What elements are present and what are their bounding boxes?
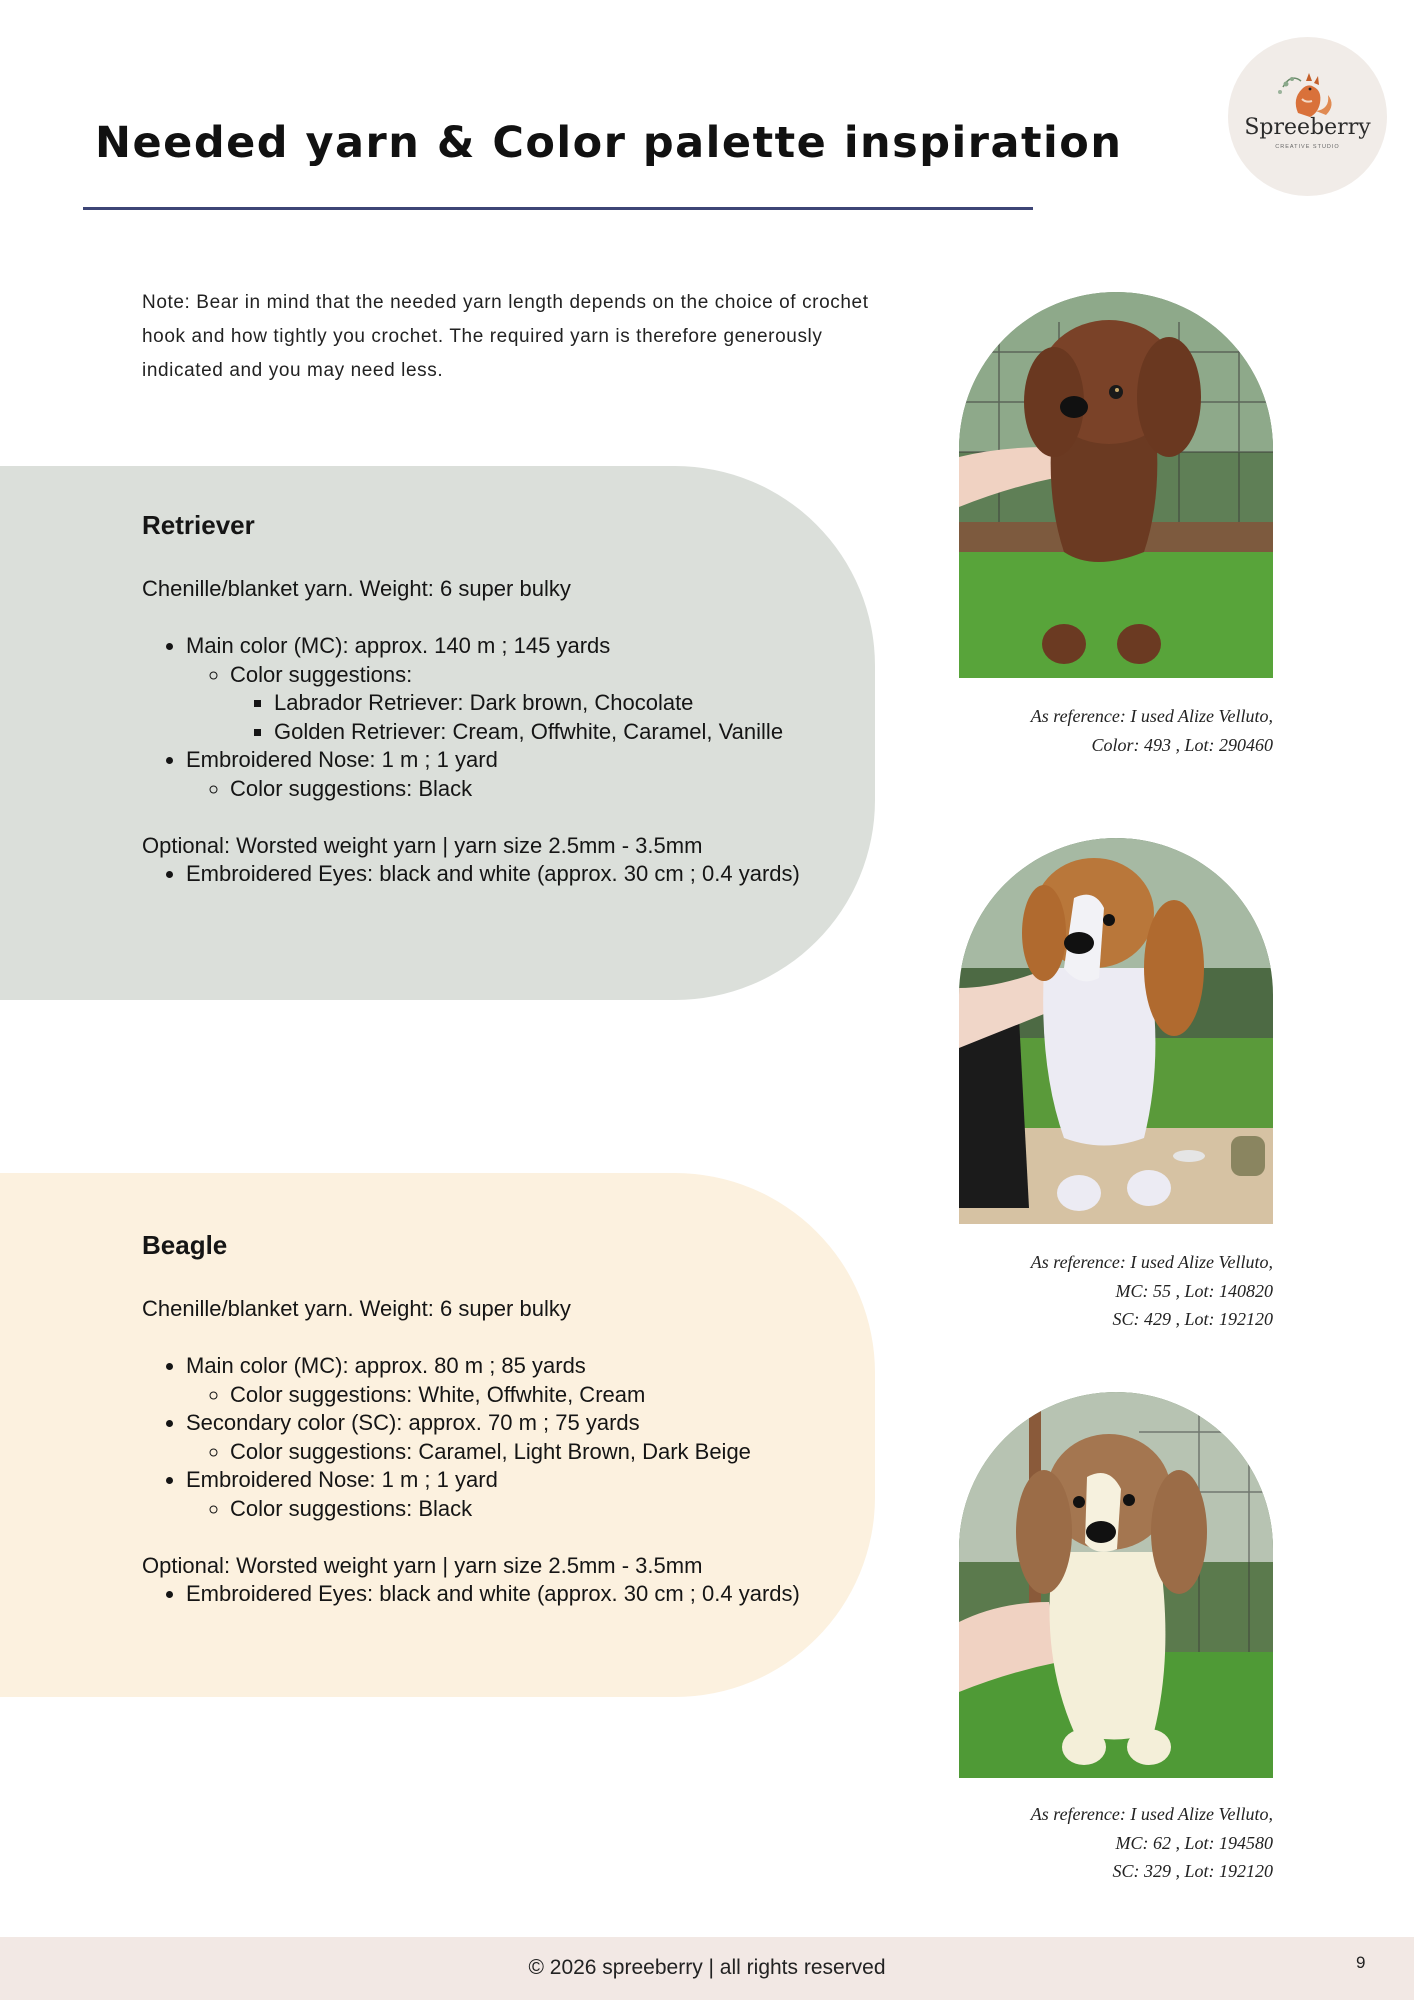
logo-wordmark: Spreeberry [1244, 115, 1371, 140]
list-item [186, 632, 862, 746]
caption-line: SC: 429 , Lot: 192120 [1112, 1309, 1273, 1329]
caption-line: SC: 329 , Lot: 192120 [1112, 1861, 1273, 1881]
beagle-photo-1-caption [900, 1248, 1273, 1334]
retriever-optional: Optional: Worsted weight yarn | yarn size 2.5mm - 3.5mm [142, 832, 703, 858]
list-item: ◦ Color suggestions: Black [230, 1495, 862, 1524]
beagle-yarn-list [142, 1352, 862, 1523]
yarn-note: Note: Bear in mind that the needed yarn length depends on the choice of crochet hook and how tightly you crochet. The required yarn is therefore generously indicated and you may need less. [142, 292, 869, 381]
list-item: ▪ Golden Retriever: Cream, Offwhite, Caramel, Vanille [274, 718, 862, 747]
list-item: ▪ Labrador Retriever: Dark brown, Chocolate [274, 689, 862, 718]
beagle-photo-2 [959, 1392, 1273, 1778]
beagle-optional: Optional: Worsted weight yarn | yarn size 2.5mm - 3.5mm [142, 1552, 703, 1578]
retriever-heading: Retriever [142, 510, 255, 540]
beagle-main-color: Main color (MC): approx. 80 m ; 85 yards [186, 1353, 586, 1378]
retriever-photo [959, 292, 1273, 678]
list-item: • Embroidered Eyes: black and white (approx. 30 cm ; 0.4 yards) [186, 860, 862, 889]
caption-line: Color: 493 , Lot: 290460 [1091, 734, 1273, 755]
copyright-text: © 2026 spreeberry | all rights reserved [528, 1956, 886, 1979]
caption-line: As reference: I used Alize Velluto, [1030, 1252, 1273, 1272]
caption-line: MC: 62 , Lot: 194580 [1115, 1832, 1273, 1853]
retriever-color-suggestions-label: Color suggestions: [230, 661, 413, 687]
caption-line: As reference: I used Alize Velluto, [1030, 706, 1273, 726]
retriever-yarn: Chenille/blanket yarn. Weight: 6 super bulky [142, 576, 571, 601]
beagle-photo-2-caption [900, 1800, 1273, 1886]
list-item [186, 1352, 862, 1409]
beagle-yarn: Chenille/blanket yarn. Weight: 6 super bulky [142, 1296, 571, 1321]
retriever-main-color: Main color (MC): approx. 140 m ; 145 yards [186, 633, 611, 658]
beagle-secondary-color: Secondary color (SC): approx. 70 m ; 75 yards [186, 1410, 640, 1435]
list-item [186, 1409, 862, 1466]
list-item: ◦ Color suggestions: Black [230, 775, 862, 804]
list-item: ◦ Color suggestions: White, Offwhite, Cream [230, 1381, 862, 1410]
title-divider [83, 207, 1033, 210]
list-item [230, 661, 862, 747]
retriever-photo-caption [900, 702, 1273, 759]
beagle-section [142, 1229, 862, 1609]
caption-line: MC: 55 , Lot: 140820 [1115, 1280, 1273, 1301]
list-item [186, 1466, 862, 1523]
beagle-nose: Embroidered Nose: 1 m ; 1 yard [186, 1467, 498, 1492]
list-item [186, 746, 862, 803]
list-item: ◦ Color suggestions: Caramel, Light Brown, Dark Beige [230, 1438, 862, 1467]
page-title: Needed yarn & Color palette inspiration [95, 118, 1123, 168]
retriever-yarn-list [142, 632, 862, 803]
caption-line: As reference: I used Alize Velluto, [1030, 1804, 1273, 1824]
logo-subtext: CREATIVE STUDIO [1275, 144, 1340, 150]
beagle-heading: Beagle [142, 1230, 228, 1260]
retriever-nose: Embroidered Nose: 1 m ; 1 yard [186, 747, 498, 772]
list-item: • Embroidered Eyes: black and white (approx. 30 cm ; 0.4 yards) [186, 1580, 862, 1609]
page-number: 9 [1356, 1953, 1366, 1972]
spreeberry-logo [1228, 37, 1387, 196]
page-footer [0, 1937, 1414, 2000]
retriever-section [142, 509, 862, 889]
beagle-photo-1 [959, 838, 1273, 1224]
